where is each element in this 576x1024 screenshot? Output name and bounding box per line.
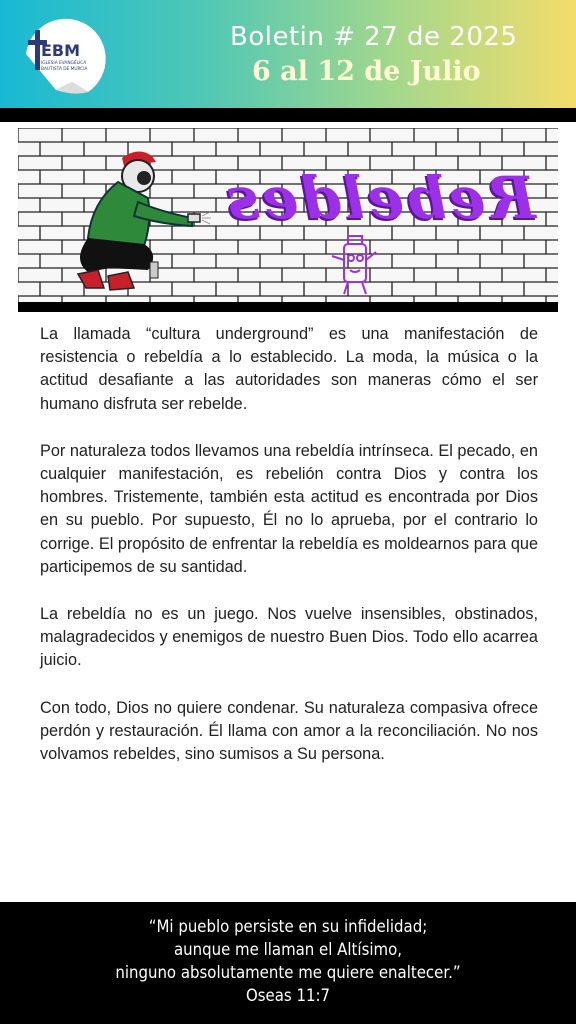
- quote-line-1: “Mi pueblo persiste en su infidelidad;: [148, 917, 428, 937]
- logo-text: EBM: [41, 41, 81, 60]
- scripture-quote: [35, 916, 542, 1008]
- paragraph-2: Por naturaleza todos llevamos una rebeldía intrínseca. El pecado, en cualquier manifestación, es rebelión contra Dios y contra los hombres. Tristemente, también esta actitud es encontrada por Dios en su pueblo. Por supuesto, Él no lo aprueba, por el contrario lo corrige. El propósito de enfrentar la rebeldía es moldearnos para que participemos de su santidad.: [40, 441, 538, 576]
- logo-subtitle-2: BAUTISTA DE MURCIA: [41, 67, 88, 72]
- graffiti-artist-icon: [52, 142, 212, 302]
- bulletin-title: Boletin # 27 de 2025: [230, 22, 518, 52]
- graffiti-illustration: [0, 122, 576, 318]
- top-black-band: [0, 108, 576, 122]
- header-banner: [0, 0, 576, 108]
- paragraph-1: La llamada “cultura underground” es una manifestación de resistencia o rebeldía a lo establecido. La moda, la música o la actitud desafiante a las autoridades son maneras cómo el ser humano disfruta ser rebelde.: [40, 325, 538, 413]
- logo-subtitle-1: IGLESIA EVANGÉLICA: [41, 61, 87, 66]
- bulletin-article: [40, 323, 538, 790]
- church-logo: [14, 12, 120, 98]
- scripture-footer: [0, 902, 576, 1024]
- paragraph-3: La rebeldía no es un juego. Nos vuelve insensibles, obstinados, malagradecidos y enemigos de nuestro Buen Dios. Todo ello acarrea juicio.: [40, 605, 538, 670]
- wall-bottom-edge: [18, 302, 558, 312]
- quote-line-3: ninguno absolutamente me quiere enaltecer.”: [115, 963, 461, 983]
- graffiti-word: Rebeldes: [224, 164, 536, 232]
- scripture-reference: Oseas 11:7: [245, 986, 331, 1006]
- paragraph-4: Con todo, Dios no quiere condenar. Su naturaleza compasiva ofrece perdón y restauración. Él llama con amor a la reconciliación. No nos volvamos rebeldes, sino sumisos a Su persona.: [40, 698, 538, 764]
- spray-can-icon: [324, 230, 384, 300]
- quote-line-2: aunque me llaman el Altísimo,: [173, 940, 403, 960]
- graffiti-text: [210, 158, 550, 238]
- bulletin-date-range: 6 al 12 de Julio: [252, 56, 481, 87]
